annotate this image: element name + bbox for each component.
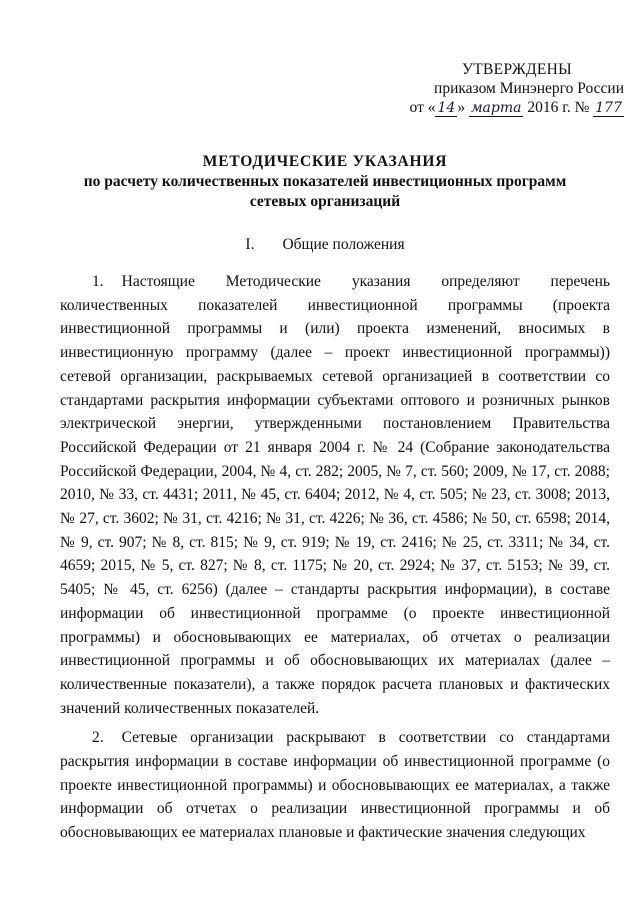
approval-date-line: от « 14 » марта 2016 г. № 177 bbox=[409, 99, 622, 116]
section-heading bbox=[60, 236, 590, 254]
approval-block bbox=[404, 60, 624, 118]
paragraph-1-text: Настоящие Методические указания определяют перечень количественных показателей инвестиционной программы (проекта инвестиционной программы и (или) проекта изменений, вносимых в инвестиционную программу (далее – проект инвестиционной программы)) сетевой организации, раскрываемых сетевой организацией в соответствии со стандартами раскрытия информации субъектами оптового и розничных рынков электрической энергии, утвержденными постановлением Правительства Российской Федерации от 21 января 2004 г. № 24 (Собрание законодательства Российской Федерации, 2004, № 4, ст. 282; 2005, № 7, ст. 560; 2009, № 17, ст. 2088; 2010, № 33, ст. 4431; 2011, № 45, ст. 6404; 2012, № 4, ст. 505; № 23, ст. 3008; 2013, № 27, ст. 3602; № 31, ст. 4216; № 31, ст. 4226; № 36, ст. 4586; № 50, ст. 6598; 2014, № 9, ст. 907; № 8, ст. 815; № 9, ст. 919; № 19, ст. 2416; № 25, ст. 3311; № 34, ст. 4659; 2015, № 5, ст. 827; № 8, ст. 1175; № 20, ст. 2924; № 37, ст. 5153; № 39, ст. 5405; № 45, ст. 6256) (далее – стандарты раскрытия информации), в составе информации об инвестиционной программе (о проекте инвестиционной программы) и обосновывающих ее материалах, об отчетах о реализации инвестиционной программы и об обосновывающих их материалах (далее – количественные показатели), а также порядок расчета плановых и фактических значений количественных показателей. bbox=[60, 273, 610, 717]
handwritten-number: 177 bbox=[595, 100, 622, 116]
paragraph-2-number: 2. bbox=[92, 729, 104, 747]
approval-heading: УТВЕРЖДЕНЫ bbox=[462, 61, 572, 78]
paragraph-2-text: Сетевые организации раскрывают в соответствии со стандартами раскрытия информации в составе информации об инвестиционной программе (о проекте инвестиционной программы) и обосновывающих ее материалах, а также информации об отчетах о реализации инвестиционной программы и об обосновывающих ее материалах плановые и фактические значения следующих bbox=[60, 729, 610, 842]
paragraph-2 bbox=[60, 726, 610, 845]
section-number: I. bbox=[245, 236, 255, 253]
handwritten-month: марта bbox=[470, 100, 522, 116]
title-line-3: сетевых организаций bbox=[249, 193, 401, 210]
approval-order-line: приказом Минэнерго России bbox=[434, 80, 624, 97]
paragraph-1-number: 1. bbox=[92, 273, 104, 290]
paragraph-1 bbox=[60, 270, 610, 720]
document-body bbox=[60, 270, 610, 845]
title-line-2: по расчету количественных показателей инвестиционных программ bbox=[83, 173, 567, 190]
handwritten-day: 14 bbox=[437, 100, 456, 116]
approval-year: 2016 г. № bbox=[527, 99, 590, 116]
section-title: Общие положения bbox=[282, 236, 405, 253]
title-main: МЕТОДИЧЕСКИЕ УКАЗАНИЯ bbox=[202, 153, 448, 170]
document-title bbox=[60, 152, 590, 212]
